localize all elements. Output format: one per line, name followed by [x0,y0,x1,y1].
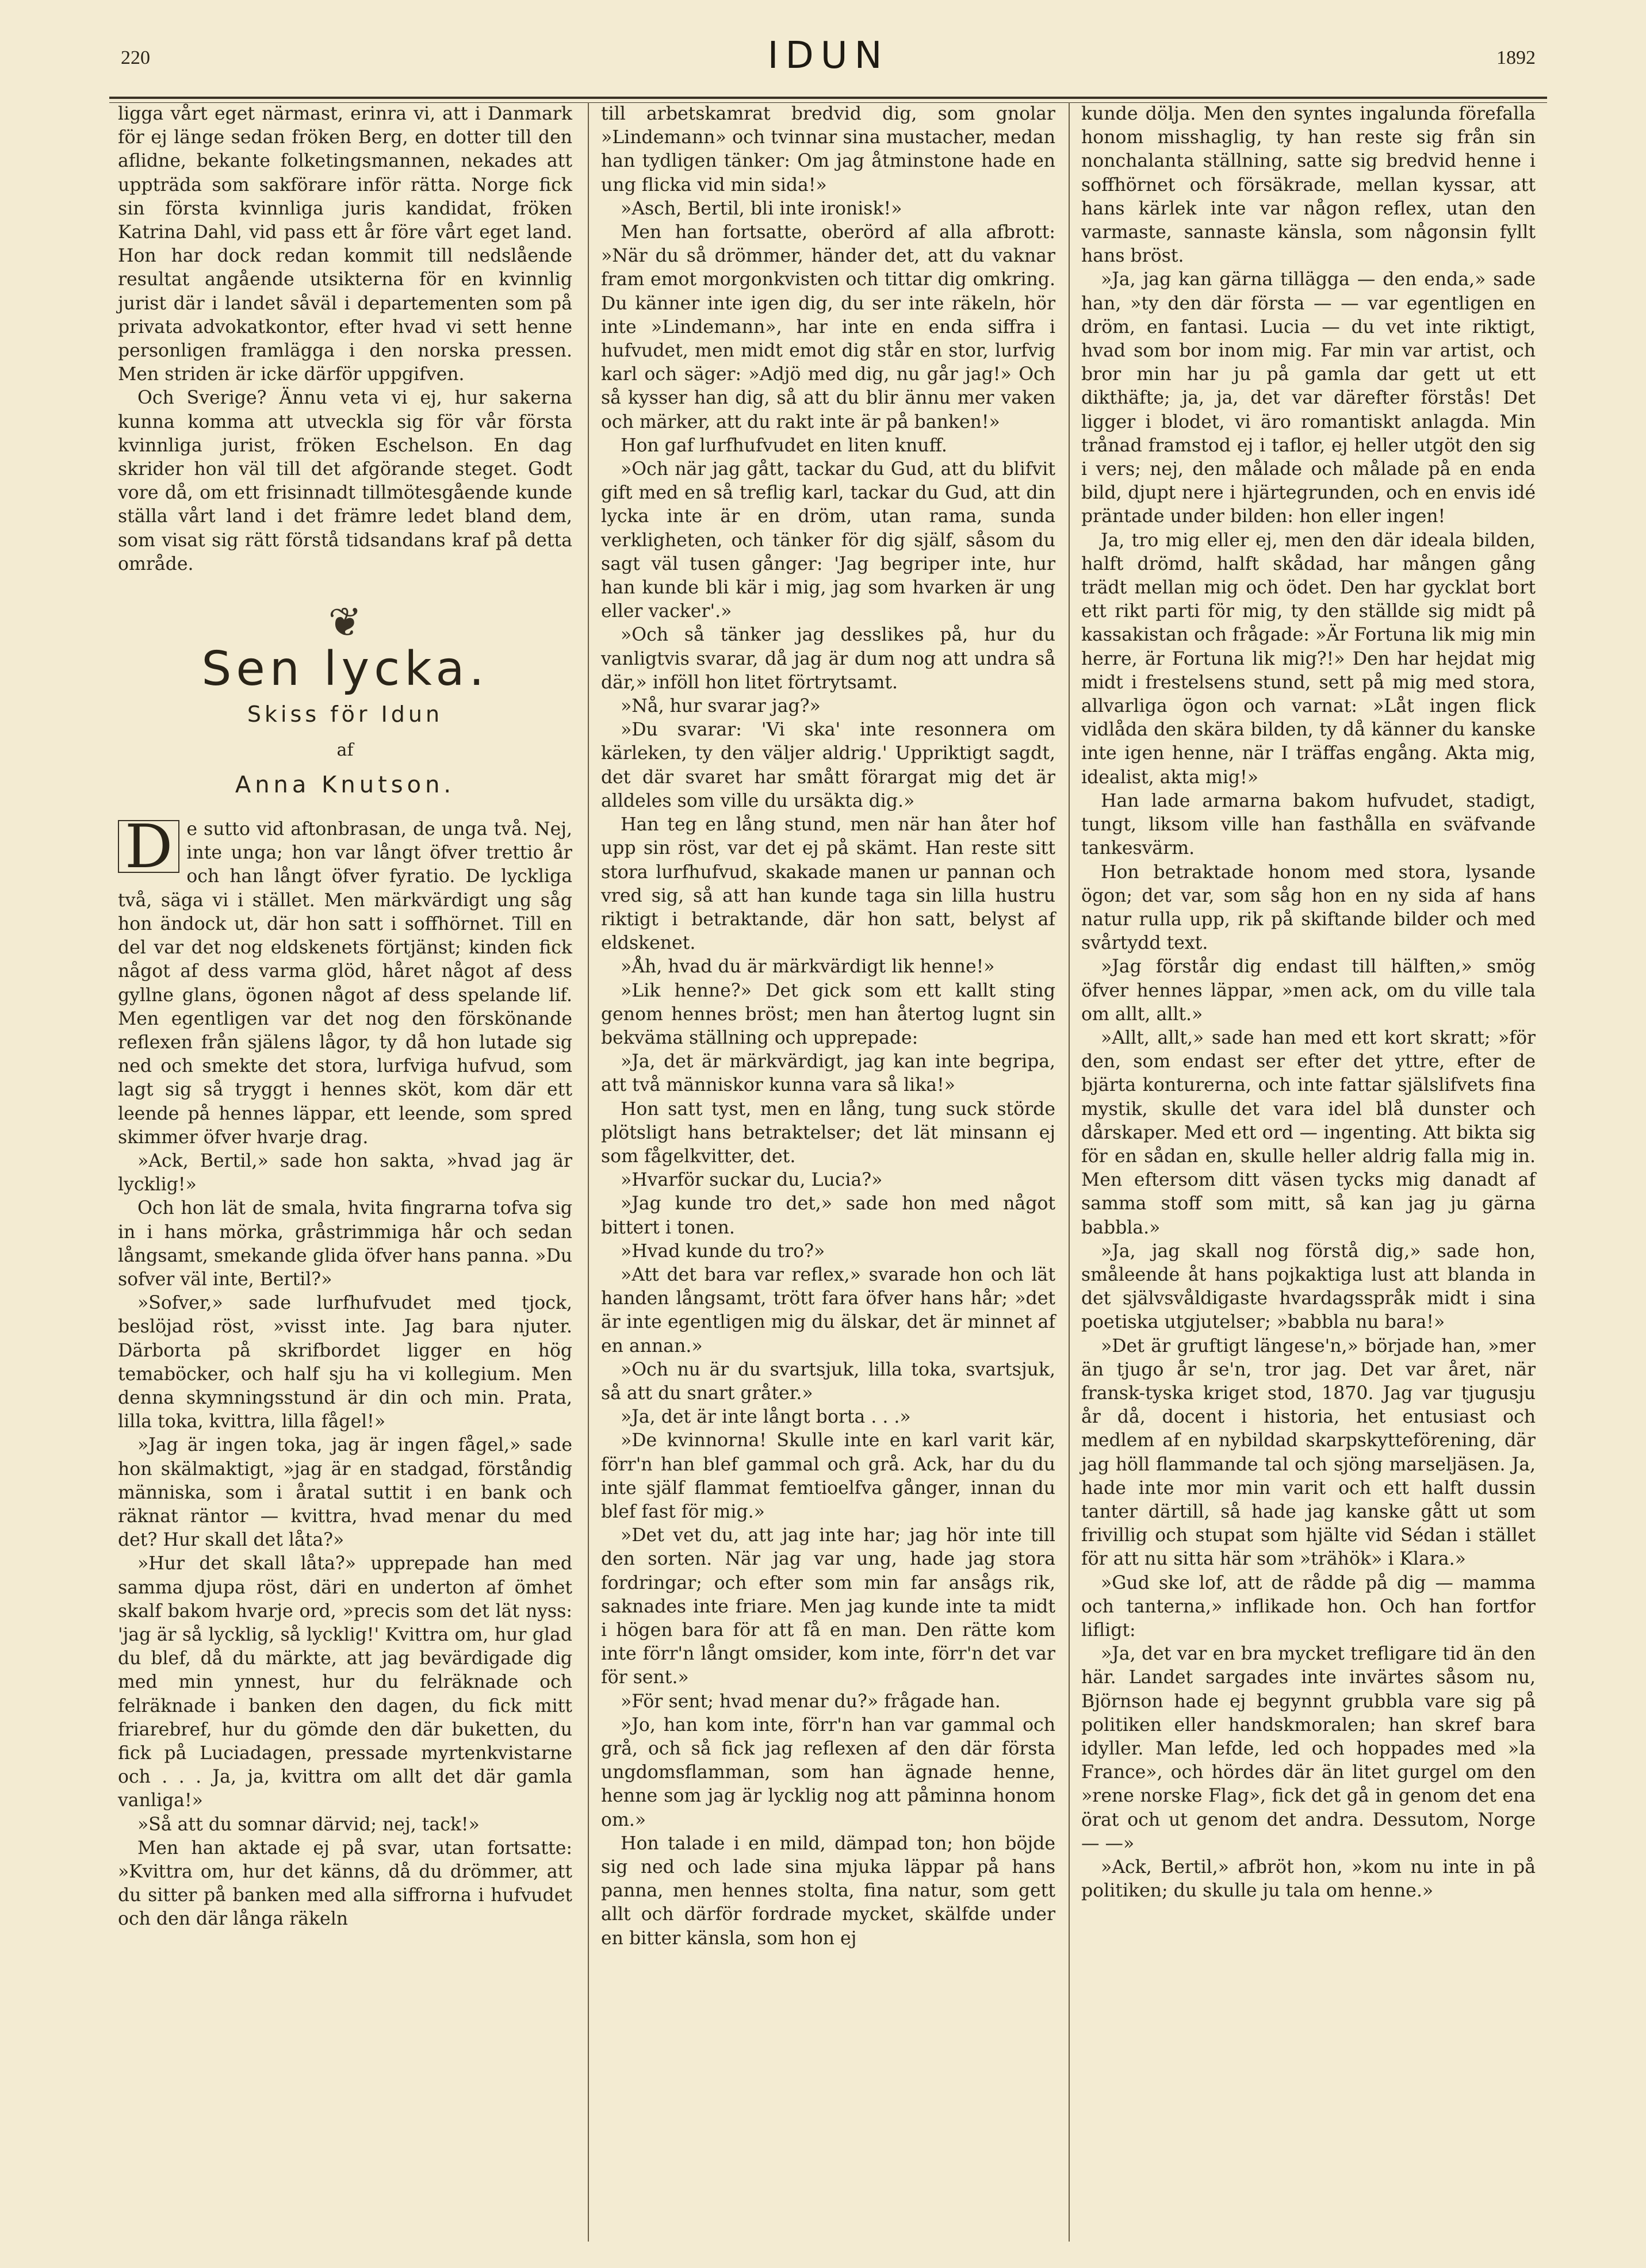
column-3 [1081,102,1536,1903]
paragraph: »Så att du somnar därvid; nej, tack!» [137,1814,480,1835]
column-2 [601,102,1055,1951]
page-number: 220 [121,47,150,68]
paragraph: »Sofver,» sade lurfhufvudet med tjock, beslöjad röst, »visst inte. Jag bara njuter. Därborta på skrifbordet ligger en hög temaböcker, och half sju ha vi kollegium. Men denna skymningsstund är din och min. Prata, lilla toka, kvittra, lilla fågel!» [118,1293,572,1432]
paragraph: »Ja, det var en bra mycket trefligare tid än den här. Landet sargades inte invärtes såsom nu, Björnson hade ej begynnt grubbla vare sig på politiken eller handskmoralen; han skref bara idyller. Man lefde, led och hoppades med »la France», och hördes där än litet gurgel om den »rene norske Flag», fick det gå in genom det ena örat och ut genom det andra. Dessutom, Norge — —» [1081,1643,1536,1854]
paragraph: »Nå, hur svarar jag?» [621,696,821,717]
paragraph: Han teg en lång stund, men när han åter hof upp sin röst, var det ej på skämt. Han reste sitt stora lurfhufvud, skakade manen ur pannan och vred sig, så att han kunde taga sin lilla hustru riktigt i betraktande, där hon satt, belyst af eldskenet. [601,814,1055,954]
paragraph: »Hvad kunde du tro?» [621,1240,825,1262]
paragraph: ligga vårt eget närmast, erinra vi, att i Danmark för ej länge sedan fröken Berg, en dotter till den aflidne, bekante folketingsmannen, nekades att uppträda som sakförare inför rätta. Norge fick sin första kvinnliga juris kandidat, fröken Katrina Dahl, vid pass ett år före vårt eget land. Hon har dock redan kommit till nedslående resultat angående utsikterna för en kvinnlig jurist där i landet såväl i departementen som på privata advokatkontor, efter hvad vi sett henne personligen framlägga i den norska pressen. Men striden är icke därför uppgifven. [118,104,572,385]
paragraph: »Jo, han kom inte, förr'n han var gammal och grå, och så fick jag reflexen af den där första ungdomsflamman, som han ägnade henne, henne som jag är lycklig nog att påminna honom om.» [601,1714,1055,1830]
paragraph: »För sent; hvad menar du?» frågade han. [621,1691,1001,1712]
paragraph: »Ja, jag kan gärna tillägga — den enda,» sade han, »ty den där första — — var egentligen en dröm, en fantasi. Lucia — du vet inte riktigt, hvad som bor inom mig. Far min var artist, och bror min har ju på gamla dar gett ut ett dikthäfte; ja, ja, det var därefter förstås! Det ligger i blodet, vi äro romantiskt anlagda. Min trånad framstod ej i taflor, ej heller utgöt den sig i vers; nej, den målade och målade på en enda bild, djupt nere i hjärtegrunden, och en envis idé präntade under bilden: hon eller ingen! [1081,269,1536,527]
story-author: Anna Knutson. [235,771,455,798]
paragraph: »Jag kunde tro det,» sade hon med något bittert i tonen. [601,1193,1055,1238]
paragraph: »Jag är ingen toka, jag är ingen fågel,» sade hon skälmaktigt, »jag är en stadgad, förståndig människa, som i åratal suttit i en bank och räknat räntor — kvittra, hvad menar du med det? Hur skall det låta?» [118,1435,572,1551]
paragraph: »Allt, allt,» sade han med ett kort skratt; »för den, som endast ser efter det yttre, efter de bjärta konturerna, och inte fattar själslifvets fina mystik, skulle det vara idel blå dunster och dårskaper. Med ett ord — ingenting. Att bikta sig för en sådan en, skulle heller aldrig falla mig in. Men eftersom ditt väsen tycks mig danadt af samma stoff som mitt, så kan jag ju gärna babbla.» [1081,1027,1536,1238]
byline-af: af [336,740,354,760]
paragraph: »Ack, Bertil,» sade hon sakta, »hvad jag är lycklig!» [118,1150,572,1196]
paragraph: Men han aktade ej på svar, utan fortsatte: »Kvittra om, hur det känns, då du drömmer, att du sitter på banken med alla siffrorna i hufvudet och den där långa räkeln [118,1837,572,1930]
paragraph: Han lade armarna bakom hufvudet, stadigt, tungt, liksom ville han fasthålla en sväfvande tankesvärm. [1081,790,1536,859]
paragraph: »Att det bara var reflex,» svarade hon och lät handen långsamt, trött fara öfver hans hår; »det är inte egentligen mig du älskar, det är minnet af en annan.» [601,1264,1055,1357]
paragraph: »Och nu är du svartsjuk, lilla toka, svartsjuk, så att du snart gråter.» [601,1359,1055,1404]
paragraph: Och hon lät de smala, hvita fingrarna tofva sig in i hans mörka, gråstrimmiga hår och sedan långsamt, smekande glida öfver hans panna. »Du sofver väl inte, Bertil?» [118,1198,572,1290]
paragraph [118,811,572,1150]
ornament-icon: ❦ [328,599,362,646]
paragraph: »Och när jag gått, tackar du Gud, att du blifvit gift med en så treflig karl, tackar du Gud, att din lycka inte är en dröm, utan rama, sunda verkligheten, och tänker för dig själf, såsom du sagt väl tusen gånger: 'Jag begriper inte, hur han kunde bli kär i mig, jag som hvarken är ung eller vacker'.» [601,459,1055,622]
paragraph: »Det vet du, att jag inte har; jag hör inte till den sorten. När jag var ung, hade jag stora fordringar; och efter som min far ansågs rik, saknades inte friare. Men jag kunde inte ta midt i högen bara för att få en man. Den rätte kom inte förr'n långt omsider, kom inte, förr'n det var för sent.» [601,1525,1055,1688]
paragraph: »Hur det skall låta?» upprepade han med samma djupa röst, däri en underton af ömhet skalf bakom hvarje ord, »precis som det lät nyss: 'jag är så lycklig, så lycklig!' Kvittra om, hur glad du blef, då du märkte, att jag bevärdigade dig med min ynnest, hur du felräknade och felräknade i banken den dagen, du fick mitt friarebref, hur du gömde den där buketten, du fick på Luciadagen, pressade myrtenkvistarne och . . . Ja, ja, kvittra om allt det där gamla vanliga!» [118,1553,572,1811]
paragraph: »Ack, Bertil,» afbröt hon, »kom nu inte in på politiken; du skulle ju tala om henne.» [1081,1857,1536,1902]
paragraph-text: e sutto vid aftonbrasan, de unga två. Nej, inte unga; hon var långt öfver trettio år och han långt öfver fyratio. De lyckliga två, säga vi i stället. Men märkvärdigt ung såg hon ändock ut, där hon satt i soffhörnet. Till en del var det nog eldskenets förtjänst; kinden fick något af dess varma glöd, håret något af dess gyllne glans, ögonen något af dess spelande lif. Men egentligen var det nog den förskönande reflexen från själens lågor, ty då hon lutade sig ned och smekte det stora, lurfviga hufvud, som lagt sig så tryggt i hennes sköt, kom där ett leende på hennes läppar, ett leende, som spred skimmer öfver hvarje drag. [118,819,572,1148]
paragraph: Men han fortsatte, oberörd af alla afbrott: »När du så drömmer, händer det, att du vaknar fram emot morgonkvisten och tittar dig omkring. Du känner inte igen dig, du ser inte räkeln, hör inte »Lindemann», har inte en enda siffra i hufvudet, men midt emot dig står en stor, lurfvig karl och säger: »Adjö med dig, nu går jag!» Och så kysser han dig, så att du blir ännu mer vaken och märker, att du rakt inte är på banken!» [601,222,1055,432]
paragraph: Ja, tro mig eller ej, men den där ideala bilden, halft drömd, halft skådad, har mången gång trädt mellan mig och ödet. Den har gycklat bort ett rikt parti för mig, ty den ställde sig midt på kassakistan och frågade: »Är Fortuna lik mig min herre, är Fortuna lik mig?!» Den har hejdat mig midt i frestelsens stund, sett på mig med stora, allvarliga ögon och varnat: »Låt ingen flick vidlåda den skära bilden, ty då känner du kanske inte igen henne, när I träffas engång. Akta mig, idealist, akta mig!» [1081,530,1536,788]
paragraph: »Gud ske lof, att de rådde på dig — mamma och tanterna,» inflikade hon. Och han fortfor lifligt: [1081,1572,1536,1641]
paragraph: till arbetskamrat bredvid dig, som gnolar »Lindemann» och tvinnar sina mustacher, medan han tydligen tänker: Om jag åtminstone hade en ung flicka vid min sida!» [601,104,1055,196]
paragraph: »Åh, hvad du är märkvärdigt lik henne!» [621,956,995,978]
masthead: IDUN [767,35,889,77]
paragraph: »Hvarför suckar du, Lucia?» [621,1170,883,1191]
paragraph: »Och så tänker jag desslikes på, hur du vanligtvis svarar, då jag är dum nog att undra så där,» inföll hon litet förtrytsamt. [601,625,1055,693]
paragraph: Och Sverige? Ännu veta vi ej, hur sakerna kunna komma att utveckla sig för vår första kvinnliga jurist, fröken Eschelson. En dag skrider hon väl till det afgörande steget. Godt vore då, om ett frisinnadt tillmötesgående kunde ställa vårt land i det främre ledet bland dem, som visat sig rätt förstå tidsandans kraf på detta område. [118,388,572,574]
dropcap: D [118,820,179,873]
paragraph: »De kvinnorna! Skulle inte en karl varit kär, förr'n han blef gammal och grå. Ack, har du du inte själf flammat femtioelfva gånger, innan du blef fast för mig.» [601,1430,1055,1522]
paragraph: »Lik henne?» Det gick som ett kallt sting genom hennes bröst; men han återtog lugnt sin bekväma ställning och upprepade: [601,980,1055,1048]
column-divider [1069,102,1070,2242]
story-title: Sen lycka. [201,642,489,697]
paragraph: »Du svarar: 'Vi ska' inte resonnera om kärleken, ty den väljer aldrig.' Uppriktigt sagdt, det där svaret har smått förargat mig det är alldeles som ville du ursäkta dig.» [601,719,1055,811]
column-1 [118,102,572,1932]
paragraph: Hon gaf lurfhufvudet en liten knuff. [621,435,947,456]
paragraph: »Asch, Bertil, bli inte ironisk!» [621,198,902,219]
paragraph: »Ja, jag skall nog förstå dig,» sade hon, småleende åt hans pojkaktiga lust att blanda in det självsvåldigaste hvardagsspråk midt i sina poetiska utgjutelser; »babbla nu bara!» [1081,1240,1536,1333]
page-header [109,35,1547,86]
header-rule [109,97,1547,99]
paragraph: »Jag förstår dig endast till hälften,» smög öfver hennes läppar, »men ack, om du ville tala om allt, allt.» [1081,956,1536,1025]
column-divider [588,102,589,2242]
year: 1892 [1496,47,1536,68]
paragraph: »Ja, det är märkvärdigt, jag kan inte begripa, att två människor kunna vara så lika!» [601,1051,1055,1096]
paragraph: Hon talade i en mild, dämpad ton; hon böjde sig ned och lade sina mjuka läppar på hans panna, men hennes stolta, fina natur, som gett allt och därför fordrade mycket, skälfde under en bitter känsla, som hon ej [601,1833,1055,1949]
paragraph: Hon satt tyst, men en lång, tung suck störde plötsligt hans betraktelser; det lät minsann ej som fågelkvitter, det. [601,1098,1055,1167]
story-subtitle: Skiss för Idun [247,702,443,727]
paragraph: »Ja, det är inte långt borta . . .» [621,1407,911,1428]
paragraph: »Det är gruftigt längese'n,» började han, »mer än tjugo år se'n, tror jag. Det var året, när fransk-tyska kriget stod, 1870. Jag var tjugusju år då, docent i historia, het entusiast och medlem af en nybildad skarpskytteförening, där jag höll flammande tal och sjöng marseljäsen. Ja, hade inte mor min varit och ett halft dussin tanter därtill, så hade jag kanske gått ut som frivillig och stupat som hjälte vid Sédan i stället för att nu sitta här som »trähök» i Klara.» [1081,1335,1536,1570]
paragraph: kunde dölja. Men den syntes ingalunda förefalla honom misshaglig, ty han reste sig från sin nonchalanta ställning, satte sig bredvid henne i soffhörnet och försäkrade, mellan kyssar, att hans kärlek inte var någon reflex, utan den varmaste, sannaste känsla, som någonsin fyllt hans bröst. [1081,104,1536,267]
paragraph: Hon betraktade honom med stora, lysande ögon; det var, som såg hon en ny sida af hans natur rulla upp, rik på skiftande bilder och med svårtydd text. [1081,861,1536,954]
